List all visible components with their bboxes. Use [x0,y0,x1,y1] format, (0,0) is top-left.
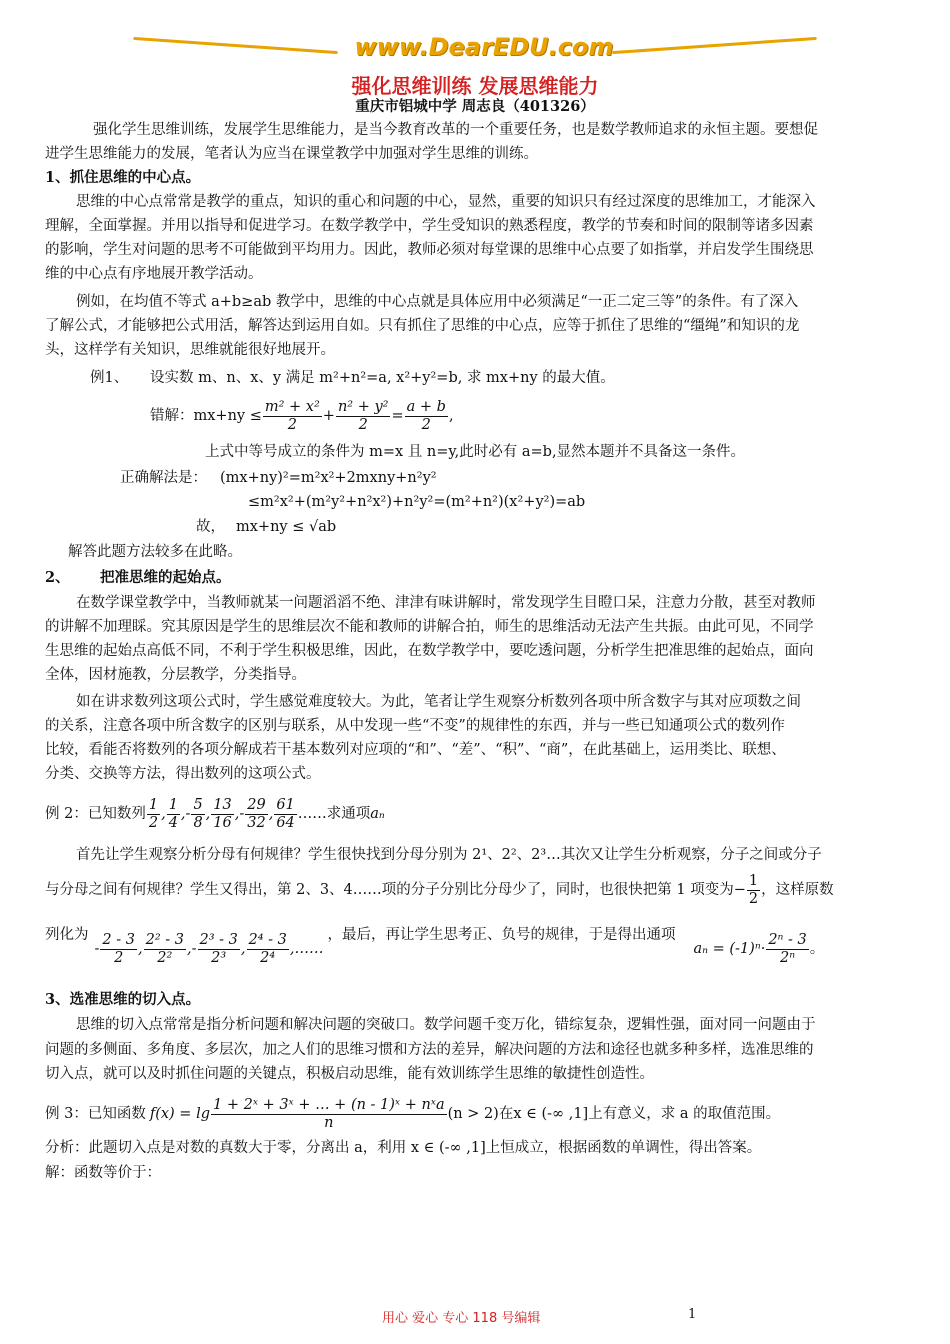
s2-p1-line-3: 生思维的起始点高低不同，不利于学生积极思维，因此，在数学教学中，要吃透问题，分析学生把准思维的起始点，面向 [45,643,814,659]
s2-p2-line-4: 分类、交换等方法，得出数列的这项公式。 [45,766,321,782]
s2-p3-line-2 [45,870,834,910]
example-3-num: 1 + 2ˣ + 3ˣ + … + (n - 1)ˣ + nˣa [213,1096,445,1113]
site-logo[interactable]: www.DearEDU.com [354,33,614,61]
s2-p2-line-1: 如在讲求数列这项公式时，学生感觉难度较大。为此，笔者让学生观察分析数列各项中所含数字与其对应项数之间 [76,694,801,710]
example-2-seq-sign: , [205,806,211,822]
rewritten-seq-term [247,932,289,967]
wrong-frac-3 [405,399,448,434]
s2-p3-line-3-dots: ,…… [289,941,324,957]
rewritten-seq-term-num: 2³ - 3 [199,931,238,948]
right-solution-line-2: ≤m²x²+(m²y²+n²x²)+n²y²=(m²+n²)(x²+y²)=ab [248,494,586,510]
rewritten-seq-term [198,932,240,967]
rewritten-seq-term-den: 2⁴ [260,949,276,966]
example-2-seq-term-den: 2 [148,814,159,831]
s1-p1-line-2: 理解，全面掌握。并用以指导和促进学习。在数学教学中，学生受知识的熟悉程度，教学的节奏和时间的限制等诸多因素 [45,218,814,234]
rewritten-seq-term-num: 2² - 3 [145,931,184,948]
example-2-sequence [146,797,298,832]
s3-p1-line-2: 问题的多侧面、多角度、多层次，加之人们的思维习惯和方法的差异，解决问题的方法和途径也就多种多样，选准思维的 [45,1042,814,1058]
example-3-den: n [324,1114,334,1131]
example-2-seq-term-num: 61 [276,796,295,813]
s2-p3-line-3-head: 列化为 [45,927,89,943]
example-1-text: 设实数 m、n、x、y 满足 m²+n²=a, x²+y²=b, 求 mx+ny 的最大值。 [150,370,615,386]
example-2-label: 例 2：已知数列 [45,806,146,822]
s2-p3-line-2-text: 与分母之间有何规律？学生又得出，第 2、3、4……项的分子分别比分母少了，同时，也很快把第 1 项变为− [45,882,746,898]
example-2-seq-term [274,797,296,832]
rewritten-seq-sign: , [137,941,143,957]
rewritten-seq-term [144,932,186,967]
wrong-solution-label: 错解：mx+ny ≤ [150,408,262,424]
example-2-seq-term [191,797,204,832]
s2-p3-line-3 [45,925,905,973]
rewritten-seq-term-den: 2³ [211,949,227,966]
s2-p3-line-3-mid: ，最后，再让学生思考正、负号的规律，于是得出通项 [327,927,676,943]
wrong-frac-1-den: 2 [287,416,297,433]
example-3-function: f(x) = lg [149,1106,210,1122]
example-2-seq-sign: ,- [234,806,245,822]
general-term-frac [766,932,808,967]
s2-p1-line-4: 全体，因材施教，分层教学，分类指导。 [45,667,306,683]
wrong-frac-1 [263,399,322,434]
example-2-seq-term-den: 32 [247,814,266,831]
s2-p3-line-2-frac [747,873,760,908]
right-solution-therefore: 故， [196,519,225,535]
right-solution-line-1: (mx+ny)²=m²x²+2mxny+n²y² [220,470,437,486]
example-2-seq-sign: , [161,806,166,822]
example-2-seq-term [167,797,180,832]
rewritten-seq-term-num: 2 - 3 [102,931,135,948]
s1-p2-line-1: 例如，在均值不等式 a+b≥ab 教学中，思维的中心点就是具体应用中必须满足“一正二定三等”的条件。有了深入 [76,294,799,310]
s1-p2-line-2: 了解公式，才能够把公式用活，解答达到运用自如。只有抓住了思维的中心点，应等于抓住了思维的“缰绳”和知识的龙 [45,318,800,334]
s2-p1-line-1: 在数学课堂教学中，当教师就某一问题滔滔不绝、津津有味讲解时，常发现学生目瞪口呆，注意力分散，甚至对教师 [76,595,816,611]
example-3-frac [211,1097,447,1132]
right-solution-label: 正确解法是： [120,470,207,486]
section-3-heading: 3、选准思维的切入点。 [45,991,201,1008]
example-3-label: 例 3：已知函数 [45,1106,146,1122]
s2-p3-line-2-frac-num: 1 [748,872,759,889]
example-3-tail: (n > 2)在x ∈ (-∞ ,1]上有意义，求 a 的取值范围。 [447,1106,781,1122]
rewritten-seq-term-num: 2⁴ - 3 [248,931,287,948]
s2-p3-line-3-sequence [95,932,290,967]
example-3 [45,1092,780,1136]
s2-p3-line-2-tail: ，这样原数 [761,882,834,898]
wrong-frac-2-num: n² + y² [337,398,389,415]
author-line: 重庆市铝城中学 周志良（401326） [355,98,595,115]
example-2-seq-term-num: 29 [247,796,266,813]
example-2 [45,792,385,836]
s2-p3-line-1: 首先让学生观察分析分母有何规律？学生很快找到分母分别为 2¹、2²、2³…其次又让学生分析观察，分子之间或分子 [76,847,822,863]
s2-p1-line-2: 的讲解不加理睬。究其原因是学生的思维层次不能和教师的讲解合拍，师生的思维活动无法产生共振。由此可见，不同学 [45,619,814,635]
example-1-label: 例1、 [90,370,129,386]
s2-p2-line-3: 比较，看能否将数列的各项分解成若干基本数列对应项的“和”、“差”、“积”、“商”，在此基础上，运用类比、联想、 [45,742,786,758]
example-2-seq-sign: ,- [180,806,191,822]
wrong-frac-1-num: m² + x² [264,398,320,415]
s1-p1-line-4: 维的中心点有序地展开教学活动。 [45,266,263,282]
analysis-line: 分析：此题切入点是对数的真数大于零，分离出 a，利用 x ∈ (-∞ ,1]上恒成立，根据函数的单调性，得出答案。 [45,1140,762,1156]
example-2-seq-term-den: 16 [213,814,232,831]
general-term-den: 2ⁿ [780,949,796,966]
rewritten-seq-sign: , [240,941,246,957]
header-decor-right [612,37,817,54]
s3-p1-line-3: 切入点，就可以及时抓住问题的关键点，积极启动思维，能有效训练学生思维的敏捷性创造性。 [45,1066,654,1082]
general-term-end: 。 [809,941,825,957]
section-2-heading: 把准思维的起始点。 [100,569,231,586]
example-2-an: aₙ [370,806,385,822]
section-2-number: 2、 [45,569,70,586]
rewritten-seq-term-den: 2² [157,949,173,966]
s2-p3-line-2-frac-den: 2 [748,890,759,907]
example-2-seq-term-num: 5 [193,796,203,813]
general-term-left: aₙ = (-1)ⁿ· [693,941,766,957]
s3-p1-line-1: 思维的切入点常常是指分析问题和解决问题的突破口。数学问题千变万化，错综复杂，逻辑性强，面对同一问题由于 [76,1017,816,1033]
example-2-seq-term [211,797,233,832]
example-2-tail: ……求通项 [297,806,371,822]
page-number: 1 [688,1307,697,1322]
solution-line: 解：函数等价于： [45,1165,161,1181]
example-2-seq-term-den: 64 [276,814,295,831]
example-2-seq-term-num: 1 [168,796,178,813]
example-2-seq-term-num: 13 [213,796,232,813]
example-2-seq-term-num: 1 [148,796,159,813]
example-2-seq-sign: , [268,806,274,822]
header-decor-left [133,37,338,54]
s1-p2-line-3: 头，这样学有关知识，思维就能很好地展开。 [45,342,335,358]
s1-p1-line-1: 思维的中心点常常是教学的重点，知识的重心和问题的中心，显然，重要的知识只有经过深度的思维加工，才能深入 [76,194,816,210]
intro-line-2: 进学生思维能力的发展，笔者认为应当在课堂教学中加强对学生思维的训练。 [45,146,538,162]
example-2-seq-term [147,797,160,832]
general-term-num: 2ⁿ - 3 [768,931,807,948]
page-title: 强化思维训练 发展思维能力 [351,74,599,98]
wrong-frac-3-den: 2 [421,416,431,433]
wrong-frac-2 [336,399,391,434]
right-solution-result: mx+ny ≤ √ab [236,519,337,535]
rewritten-seq-sign: - [94,941,100,957]
intro-line-1: 强化学生思维训练，发展学生思维能力，是当今教育改革的一个重要任务，也是数学教师追求的永恒主题。要想促 [93,122,818,138]
wrong-frac-2-den: 2 [358,416,368,433]
wrong-solution: 错解：mx+ny ≤ $\frac{\text{m² + x²}}{2}$ + $\frac{\text{n² + y²}}{2}$ = $\frac{a + b}{2}$ , [150,398,454,433]
s1-p1-line-3: 的影响，学生对问题的思考不可能做到平均用力。因此，教师必须对每堂课的思维中心点要了如指掌，并启发学生围绕思 [45,242,814,258]
example-2-seq-term-den: 8 [193,814,203,831]
rewritten-seq-term-den: 2 [114,949,124,966]
wrong-frac-3-num: a + b [406,398,446,415]
example-1-end: 解答此题方法较多在此略。 [68,544,242,560]
example-2-seq-term [245,797,267,832]
rewritten-seq-term [100,932,137,967]
rewritten-seq-sign: ,- [186,941,197,957]
s2-p2-line-2: 的关系，注意各项中所含数字的区别与联系，从中发现一些“不变”的规律性的东西，并与一些已知通项公式的数列作 [45,718,785,734]
footer-slogan: 用心 爱心 专心 118 号编辑 [382,1311,541,1326]
example-2-seq-term-den: 4 [168,814,178,831]
section-1-heading: 1、抓住思维的中心点。 [45,169,201,186]
wrong-solution-note: 上式中等号成立的条件为 m=x 且 n=y,此时必有 a=b,显然本题并不具备这一条件。 [205,444,746,460]
